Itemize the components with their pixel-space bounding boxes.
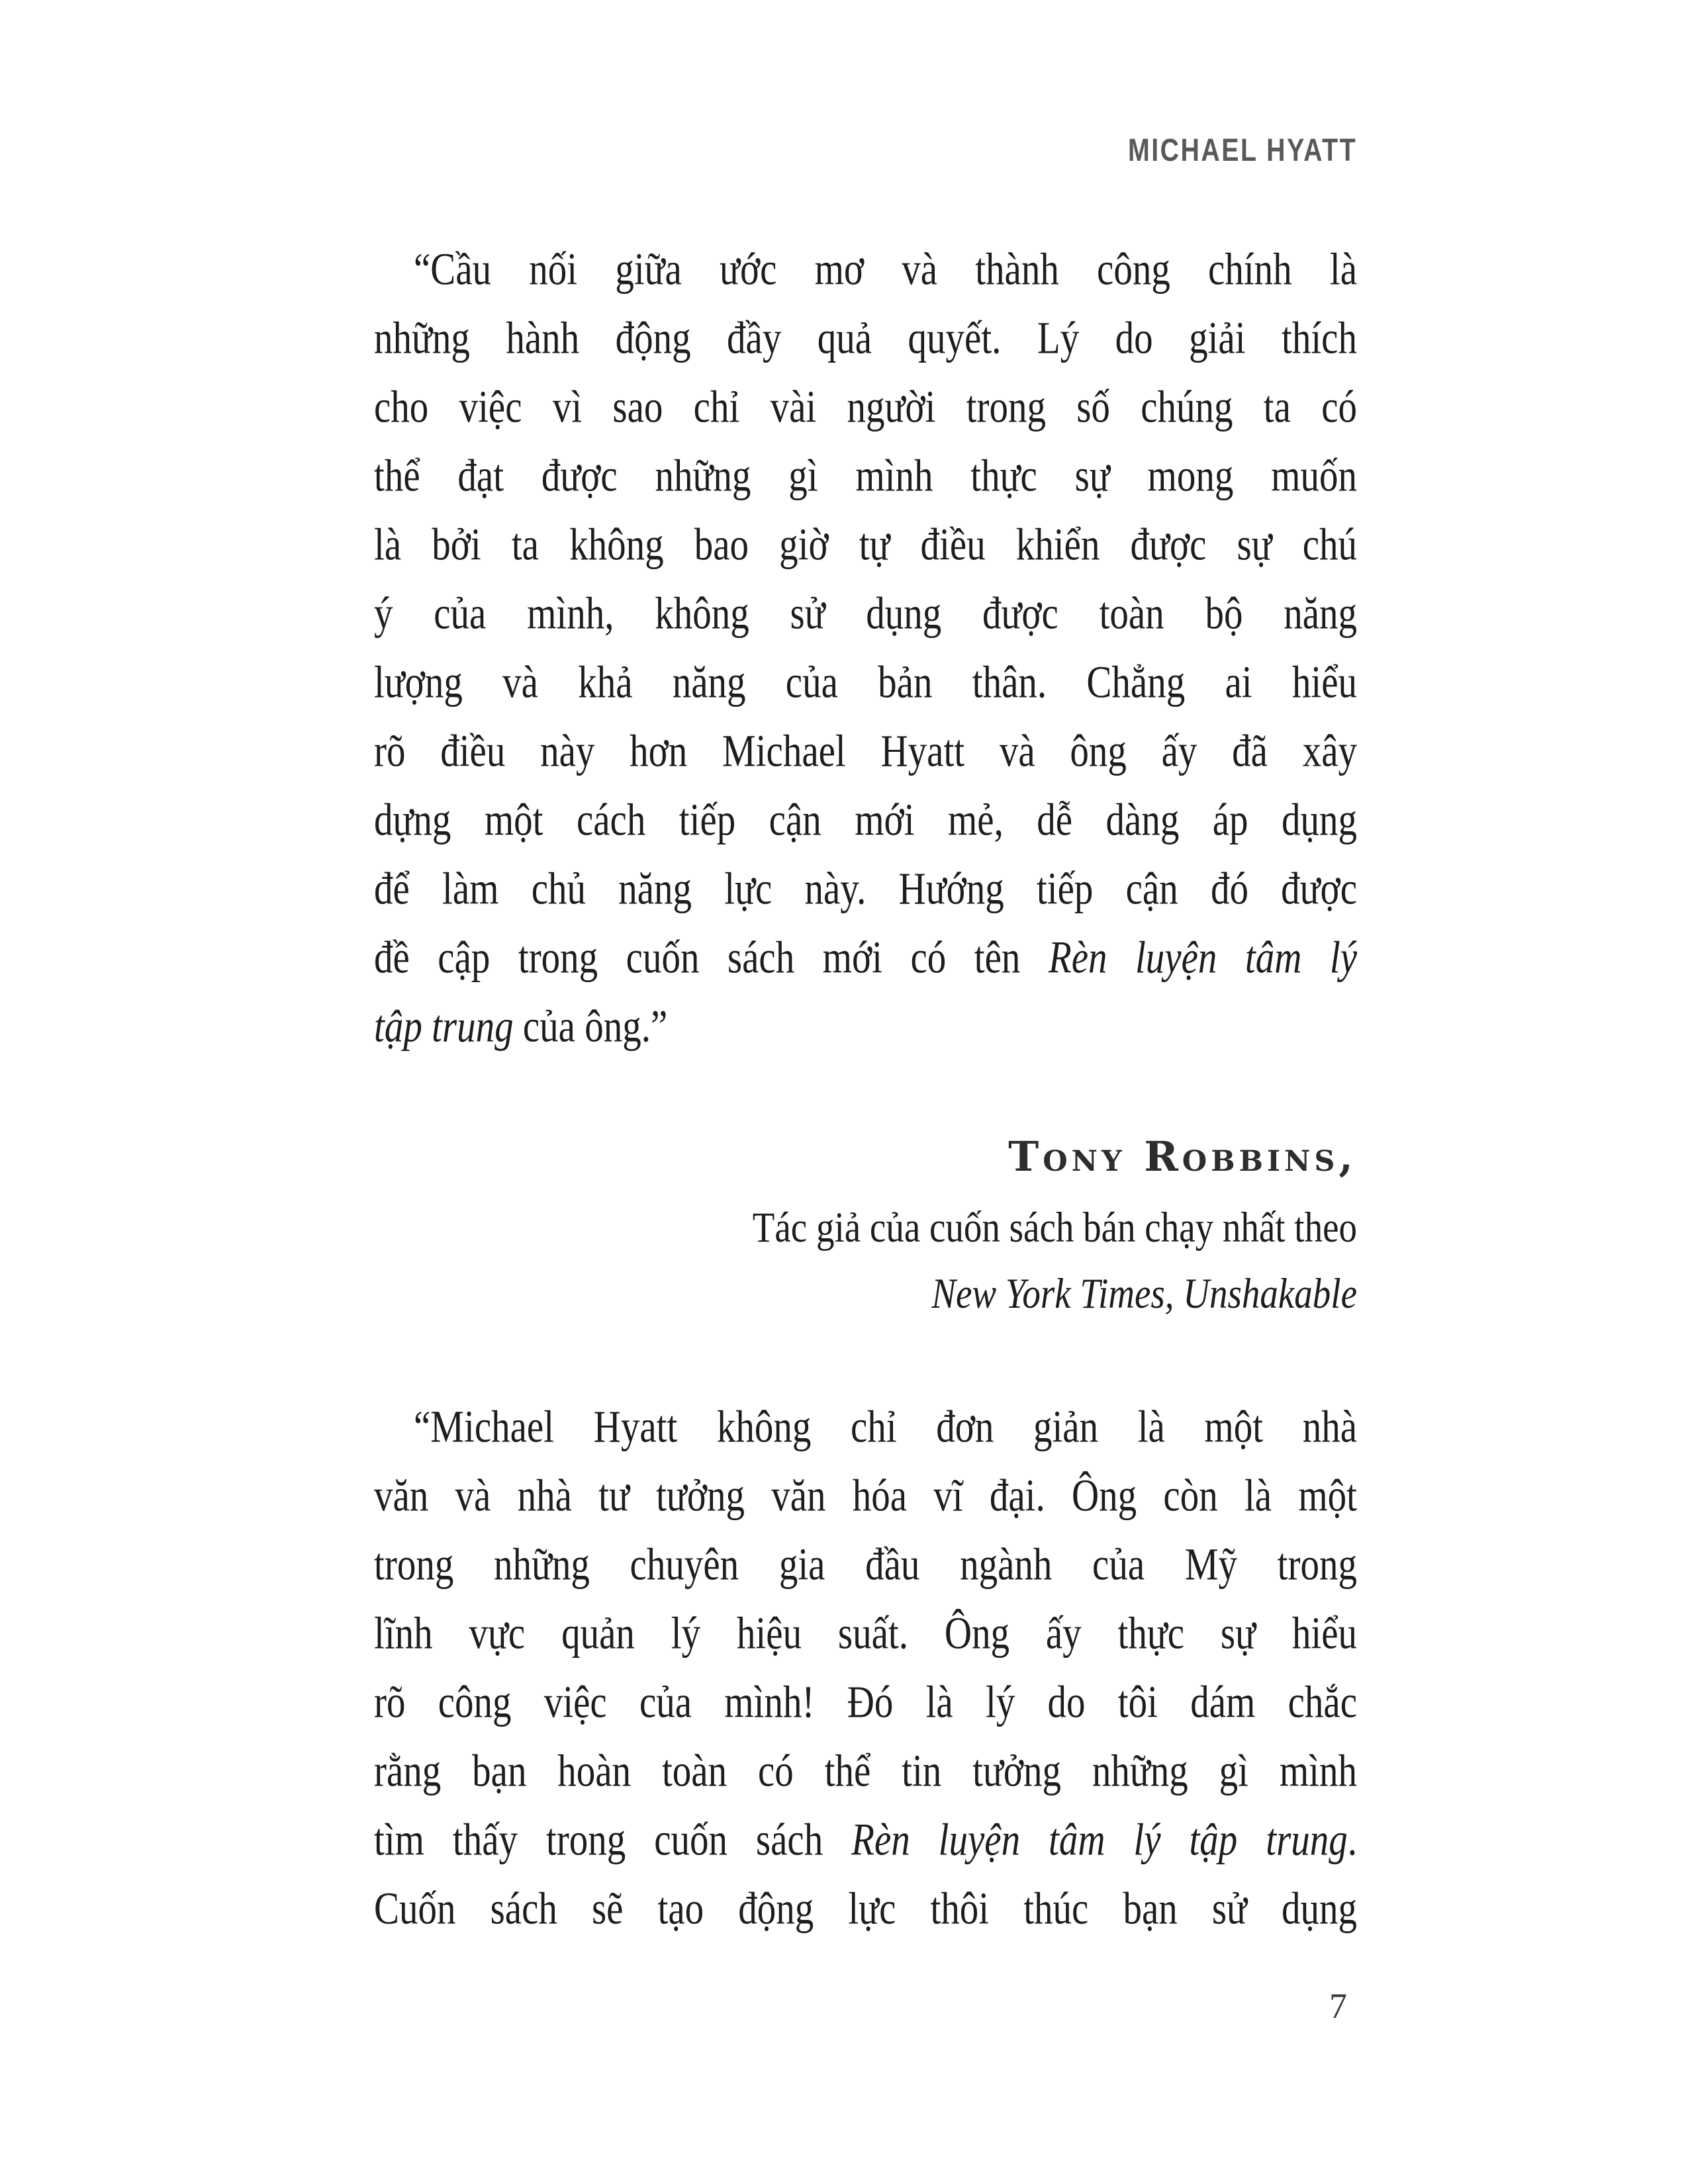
page-number: 7 [1329, 1986, 1347, 2026]
quote-line [374, 986, 1357, 1069]
quote-text: rõ điều này hơn Michael Hyatt và ông ấy đã xây [374, 726, 1357, 777]
endorser-name: Tony Robbins, [1008, 1132, 1357, 1181]
quote-text: trong những chuyên gia đầu ngành của Mỹ trong [374, 1539, 1357, 1590]
book-title-italic: Rèn luyện tâm lý tập trung [851, 1815, 1348, 1866]
quote-text: rằng bạn hoàn toàn có thể tin tưởng những gì mình [374, 1746, 1357, 1797]
quote-text: Cuốn sách sẽ tạo động lực thôi thúc bạn sử dụng [374, 1884, 1357, 1934]
quote-text: để làm chủ năng lực này. Hướng tiếp cận đó được [374, 864, 1357, 915]
book-title-italic: Rèn luyện tâm lý [1048, 933, 1357, 983]
quote-text: lượng và khả năng của bản thân. Chẳng ai hiểu [374, 657, 1357, 708]
quote-text: của ông.” [513, 1001, 668, 1052]
running-header [1078, 132, 1357, 169]
quote-text: đề cập trong cuốn sách mới có tên [374, 933, 1049, 983]
quote-text: là bởi ta không bao giờ tự điều khiển được sự chú [374, 520, 1357, 570]
quote-text: văn và nhà tư tưởng văn hóa vĩ đại. Ông còn là một [374, 1471, 1357, 1522]
quote-text: những hành động đầy quả quyết. Lý do giải thích [374, 313, 1357, 364]
endorsement-quote-1 [374, 236, 1357, 1062]
quote-text: tìm thấy trong cuốn sách [374, 1815, 852, 1866]
book-title-italic: tập trung [374, 1001, 514, 1052]
quote-text: . [1347, 1815, 1357, 1866]
quote-text: dựng một cách tiếp cận mới mẻ, dễ dàng áp dụng [374, 795, 1357, 846]
quote-text: ý của mình, không sử dụng được toàn bộ năng [374, 588, 1357, 639]
endorsement-attribution [374, 1118, 1357, 1327]
endorser-role: Tác giả của cuốn sách bán chạy nhất theo [752, 1203, 1357, 1251]
running-header-text: MICHAEL HYATT [1127, 133, 1357, 168]
endorsement-quote-2 [374, 1393, 1357, 1944]
quote-text: “Michael Hyatt không chỉ đơn giản là một nhà [414, 1402, 1357, 1453]
quote-line [374, 1868, 1357, 1951]
quote-text: “Cầu nối giữa ước mơ và thành công chính là [414, 244, 1357, 295]
endorser-source: New York Times, Unshakable [931, 1269, 1357, 1318]
quote-text: cho việc vì sao chỉ vài người trong số chúng ta có [374, 382, 1357, 433]
quote-text: lĩnh vực quản lý hiệu suất. Ông ấy thực sự hiểu [374, 1608, 1357, 1659]
quote-text: thể đạt được những gì mình thực sự mong muốn [374, 451, 1357, 502]
quote-text: rõ công việc của mình! Đó là lý do tôi dám chắc [374, 1677, 1357, 1728]
